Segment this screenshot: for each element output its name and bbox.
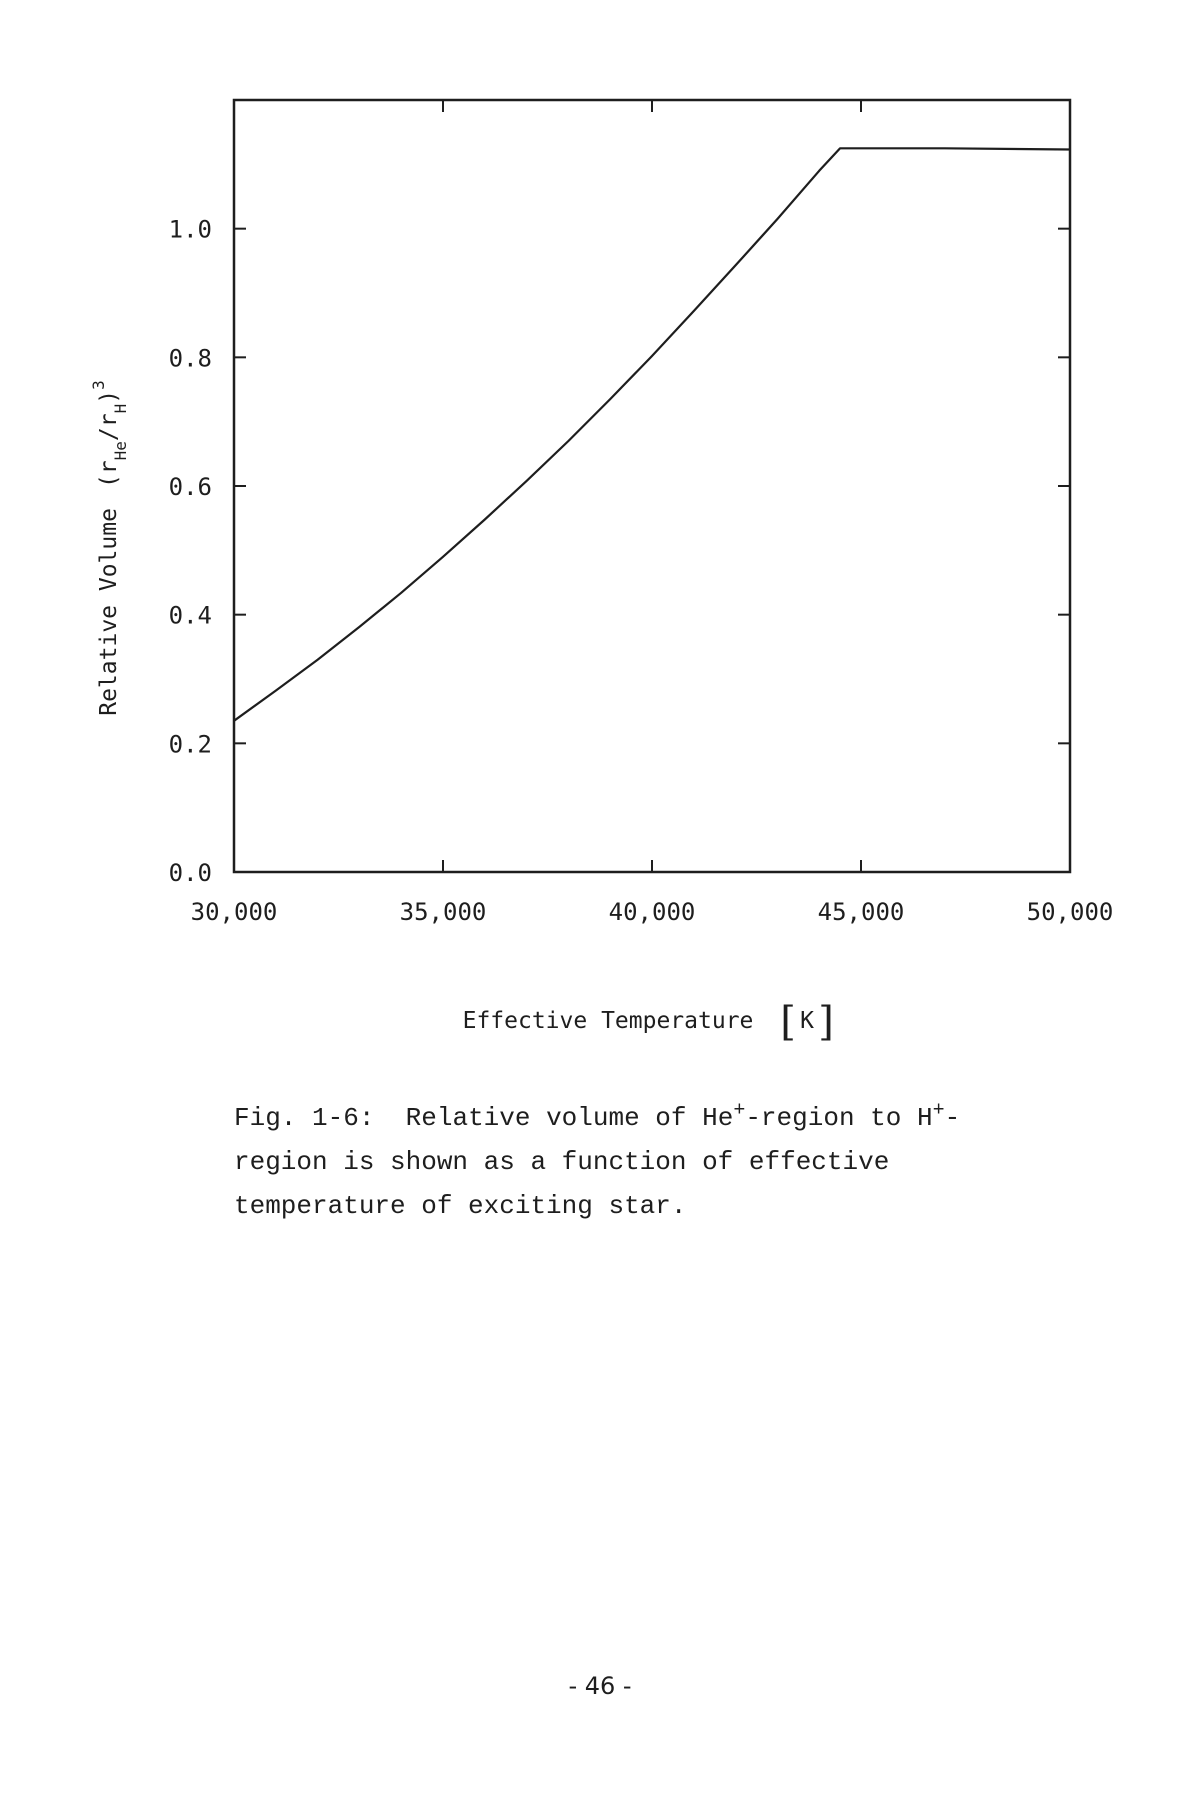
page-number: - 46 - [568,1672,632,1700]
y-axis-expr-sub2: H [111,403,130,414]
caption-line-2: region is shown as a function of effective [234,1147,890,1177]
x-tick-label: 30,000 [190,898,278,926]
y-axis-expr-mid: /r [96,413,122,442]
caption-superscript-2: + [932,1099,945,1123]
y-axis-expr-sub1: He [111,441,130,461]
x-tick-label: 40,000 [608,898,696,926]
x-axis-unit: K [800,1008,814,1034]
caption-label: Fig. 1-6: [234,1103,375,1133]
x-axis-title: Effective Temperature [462,1008,754,1034]
y-axis-expr-open: (r [96,460,122,489]
x-axis-unit-close-bracket: ] [818,999,834,1045]
caption-text-1b: -region to H [745,1103,933,1133]
series-layer [234,148,1070,721]
y-axis-title [89,380,130,716]
x-tick-label: 45,000 [817,898,905,926]
plot-frame [234,100,1070,872]
y-tick-label: 0.6 [168,473,212,501]
figure-caption [234,1096,1094,1228]
y-tick-label: 0.4 [168,601,212,630]
caption-text-1a: Relative volume of He [405,1103,734,1133]
caption-line-1 [234,1096,1094,1140]
x-axis-unit-open-bracket: [ [780,999,796,1045]
caption-text-1c: - [944,1103,961,1133]
x-tick-label: 35,000 [399,898,487,926]
y-axis-expr-close: ) [96,389,122,404]
y-axis-label-text: Relative Volume [96,508,122,716]
x-axis-ticks [191,100,1114,926]
caption-line-3: temperature of exciting star. [234,1191,687,1221]
y-axis-ticks [169,216,1070,887]
y-tick-label: 0.0 [168,859,212,887]
x-tick-label: 50,000 [1026,898,1114,926]
caption-superscript-1: + [733,1099,746,1123]
y-axis-expr-power: 3 [89,380,108,390]
y-tick-label: 1.0 [168,215,212,244]
series-line-0 [234,148,1070,721]
y-tick-label: 0.8 [168,344,212,373]
y-tick-label: 0.2 [168,730,212,759]
